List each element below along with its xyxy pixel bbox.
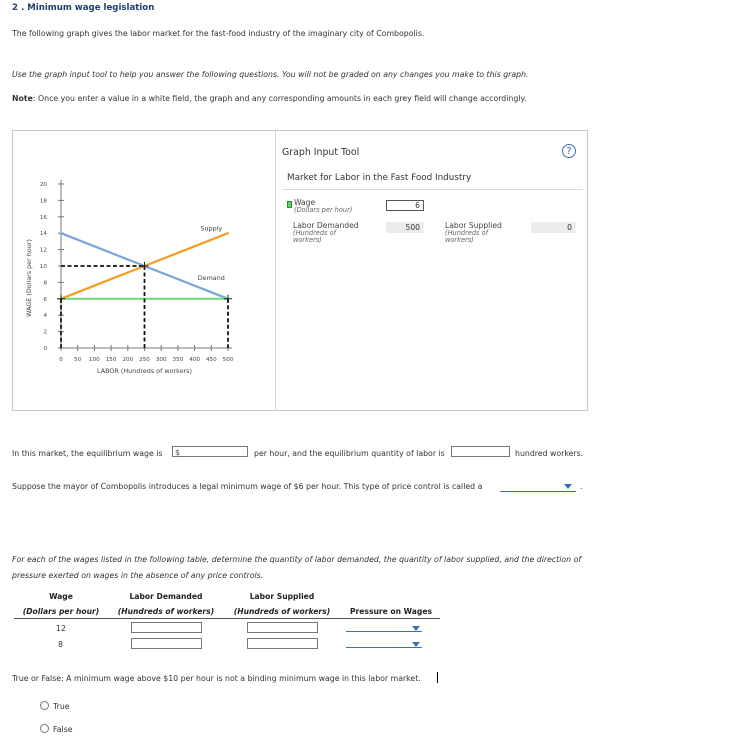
y-tick-label: 16 [39,214,47,221]
wage-label: Wage [294,198,316,207]
true-false-question: True or False: A minimum wage above $10 per hour is not a binding minimum wage in this labor market. [12,674,421,683]
row-12-supplied-input[interactable] [247,622,318,633]
x-tick-label: 350 [172,357,184,363]
labor-supplied-label: Labor Supplied [445,221,502,230]
equilibrium-middle: per hour, and the equilibrium quantity of labor is [254,449,445,458]
graph-tool-subtitle: Market for Labor in the Fast Food Industry [287,173,472,183]
x-tick-label: 250 [139,357,150,363]
y-axis-label: WAGE (Dollars per hour) [25,239,33,317]
x-tick-label: 200 [122,357,134,363]
y-tick-label: 4 [43,313,47,320]
min-wage-period: . [580,482,583,491]
graph-tool-separator [283,189,583,190]
table-instruction-1: For each of the wages listed in the following table, determine the quantity of labor demanded, the quantity of labor supplied, and the direction of [12,555,582,564]
row-8-demanded-input[interactable] [131,638,202,649]
table-header-labor-supplied: Labor Supplied [249,592,315,601]
x-tick-label: 150 [105,357,117,363]
y-tick-label: 0 [43,346,47,352]
labor-demanded-label: Labor Demanded [293,221,359,230]
note-label: Note [12,94,33,103]
table-header-labor-supplied-unit: (Hundreds of workers) [233,607,331,616]
note-text [12,94,526,103]
y-tick-label: 20 [39,182,47,188]
equilibrium-prefix: In this market, the equilibrium wage is [12,449,163,458]
table-header-wage: Wage [49,592,73,601]
row-8-pressure-dropdown[interactable] [346,638,422,648]
row-12-demanded-input[interactable] [131,622,202,633]
graph-input-tool-title: Graph Input Tool [282,147,360,158]
x-tick-label: 500 [222,357,234,363]
table-header-labor-demanded-unit: (Hundreds of workers) [117,607,215,616]
labor-supplied-value: 0 [531,222,576,233]
labor-supplied-unit-1: (Hundreds of [445,229,488,237]
min-wage-text: Suppose the mayor of Combopolis introduces a legal minimum wage of $6 per hour. This type of price control is called a [12,482,483,491]
false-option-label[interactable]: False [53,725,73,734]
text-cursor [437,672,438,683]
row-12-pressure-dropdown-icon[interactable] [412,626,420,631]
labor-supplied-unit-2: workers) [445,236,474,244]
table-header-labor-demanded: Labor Demanded [129,592,203,601]
x-tick-label: 100 [89,357,100,363]
x-tick-label: 450 [205,357,217,363]
row-8-pressure-dropdown-icon[interactable] [412,642,420,647]
true-radio[interactable] [40,701,49,710]
supply-label: Supply [200,224,223,233]
y-tick-label: 12 [39,247,47,254]
wage-input[interactable]: 6 [386,200,424,211]
labor-market-chart[interactable] [18,170,258,385]
equilibrium-wage-input[interactable] [172,446,248,457]
y-tick-label: 6 [43,296,47,303]
y-tick-label: 10 [39,264,47,270]
table-header-wage-unit: (Dollars per hour) [22,607,100,616]
note-body: : Once you enter a value in a white field, the graph and any corresponding amounts in each grey field will change accordingly. [32,94,527,103]
false-radio[interactable] [40,724,49,733]
demand-label: Demand [197,273,225,282]
row-12-pressure-dropdown[interactable] [346,622,422,632]
panel-divider [275,131,276,410]
help-icon[interactable]: ? [562,144,576,158]
table-header-rule [14,618,440,619]
labor-demanded-value: 500 [386,222,424,233]
labor-demanded-unit-2: workers) [293,236,322,244]
y-tick-label: 2 [43,329,47,336]
table-row-wage: 8 [58,640,63,649]
row-8-supplied-input[interactable] [247,638,318,649]
x-tick-label: 0 [59,357,63,363]
table-row-wage: 12 [56,624,66,633]
question-title: 2 . Minimum wage legislation [12,3,155,13]
intro-text: The following graph gives the labor market for the fast-food industry of the imaginary city of Combopolis. [12,29,425,38]
dollar-sign: $ [175,448,180,457]
equilibrium-suffix: hundred workers. [515,449,584,458]
instruction-text: Use the graph input tool to help you answer the following questions. You will not be graded on any changes you make to this graph. [12,70,529,79]
table-instruction-2: pressure exerted on wages in the absence of any price controls. [12,571,264,580]
x-tick-label: 300 [155,357,167,363]
y-tick-label: 18 [39,198,47,205]
wage-unit: (Dollars per hour) [294,206,353,214]
x-tick-label: 400 [189,357,200,363]
x-axis-label: LABOR (Hundreds of workers) [97,367,192,375]
wage-swatch [287,201,292,208]
price-control-dropdown-icon[interactable] [564,484,572,489]
labor-demanded-unit-1: (Hundreds of [293,229,336,237]
y-tick-label: 14 [39,231,47,238]
equilibrium-quantity-input[interactable] [451,446,510,457]
y-tick-label: 8 [43,280,47,287]
table-header-pressure: Pressure on Wages [349,607,433,616]
true-option-label[interactable]: True [53,702,70,711]
x-tick-label: 50 [74,357,82,363]
